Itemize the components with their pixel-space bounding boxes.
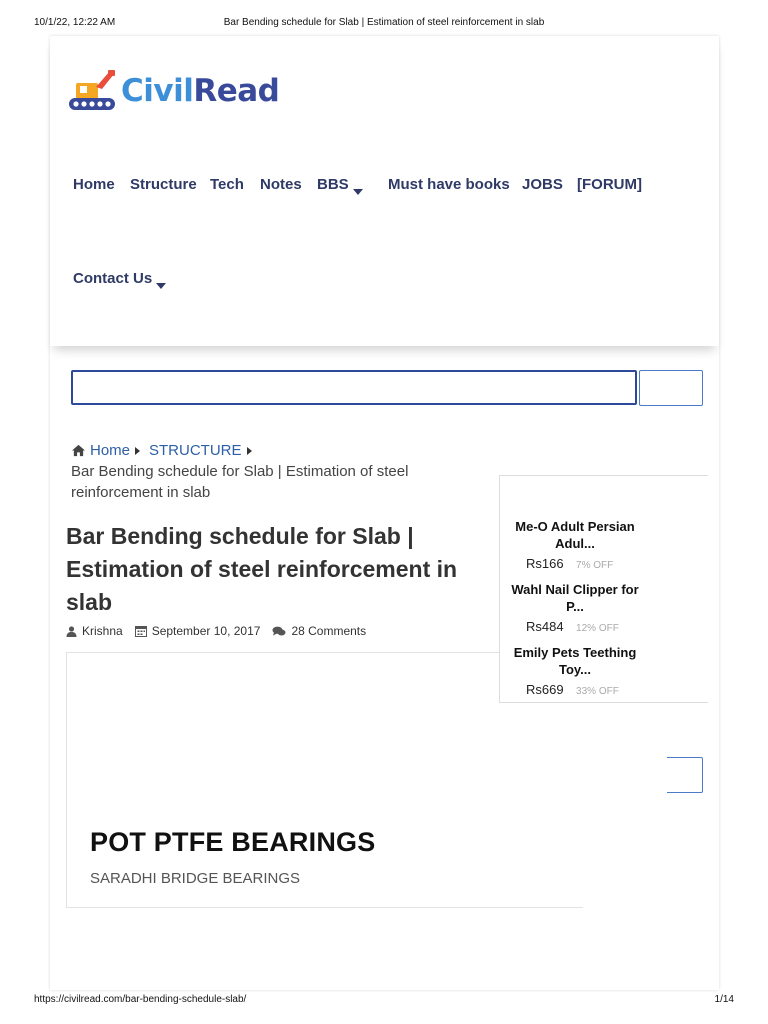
calendar-icon bbox=[135, 625, 147, 637]
post-meta bbox=[66, 624, 378, 638]
post-date: September 10, 2017 bbox=[135, 624, 261, 638]
logo-wordmark: CivilRead bbox=[121, 73, 280, 109]
post-title: Bar Bending schedule for Slab | Estimation of steel reinforcement in slab bbox=[66, 523, 458, 615]
site-logo[interactable] bbox=[68, 66, 279, 116]
product-name[interactable]: Wahl Nail Clipper for P... bbox=[511, 582, 639, 614]
breadcrumb-home-link[interactable]: Home bbox=[90, 442, 131, 459]
product-price: Rs166 bbox=[526, 556, 564, 571]
product-card[interactable] bbox=[504, 518, 646, 573]
nav-item-home[interactable]: Home bbox=[73, 176, 115, 193]
crane-bulldozer-icon bbox=[68, 67, 120, 115]
post-author[interactable]: Krishna bbox=[66, 624, 123, 638]
nav-item-jobs[interactable]: JOBS bbox=[522, 176, 563, 193]
product-name[interactable]: Me-O Adult Persian Adul... bbox=[515, 519, 635, 551]
ad-title[interactable]: POT PTFE BEARINGS bbox=[90, 827, 376, 857]
product-card[interactable] bbox=[504, 644, 646, 699]
search-button[interactable] bbox=[639, 370, 703, 406]
site-header bbox=[50, 36, 719, 346]
caret-down-icon bbox=[353, 189, 363, 195]
nav-item-must-have-books[interactable]: Must have books bbox=[388, 176, 510, 193]
page-sheet bbox=[50, 36, 719, 990]
product-name[interactable]: Emily Pets Teething Toy... bbox=[513, 645, 637, 677]
nav-item-contact-us[interactable]: Contact Us bbox=[73, 270, 166, 287]
product-discount: 7% OFF bbox=[576, 560, 614, 571]
product-discount: 33% OFF bbox=[576, 686, 619, 697]
nav-item-notes[interactable]: Notes bbox=[260, 176, 302, 193]
caret-right-icon bbox=[135, 447, 140, 455]
comments-icon bbox=[272, 626, 286, 637]
product-price: Rs669 bbox=[526, 682, 564, 697]
breadcrumb-category-link[interactable]: STRUCTURE bbox=[149, 442, 242, 459]
home-icon bbox=[71, 444, 86, 457]
search-input[interactable] bbox=[71, 370, 637, 405]
print-page-title: Bar Bending schedule for Slab | Estimation of steel reinforcement in slab bbox=[223, 17, 545, 28]
breadcrumb bbox=[71, 440, 451, 503]
caret-down-icon bbox=[156, 283, 166, 289]
product-card[interactable] bbox=[504, 581, 646, 636]
user-icon bbox=[66, 626, 77, 637]
product-price: Rs484 bbox=[526, 619, 564, 634]
print-datetime: 10/1/22, 12:22 AM bbox=[34, 17, 116, 28]
print-page-count: 1/14 bbox=[714, 994, 734, 1005]
nav-item-bbs[interactable]: BBS bbox=[317, 176, 363, 193]
product-discount: 12% OFF bbox=[576, 623, 619, 634]
ad-subtitle: SARADHI BRIDGE BEARINGS bbox=[90, 870, 301, 887]
breadcrumb-current: Bar Bending schedule for Slab | Estimation of steel reinforcement in slab bbox=[71, 463, 409, 501]
caret-right-icon bbox=[247, 447, 252, 455]
print-url: https://civilread.com/bar-bending-schedule-slab/ bbox=[34, 994, 247, 1005]
post-comments[interactable]: 28 Comments bbox=[272, 624, 366, 638]
product-widget bbox=[499, 475, 708, 703]
side-button[interactable] bbox=[667, 757, 703, 793]
nav-item-structure[interactable]: Structure bbox=[130, 176, 197, 193]
nav-item-tech[interactable]: Tech bbox=[210, 176, 244, 193]
nav-item-forum[interactable]: [FORUM] bbox=[577, 176, 642, 193]
